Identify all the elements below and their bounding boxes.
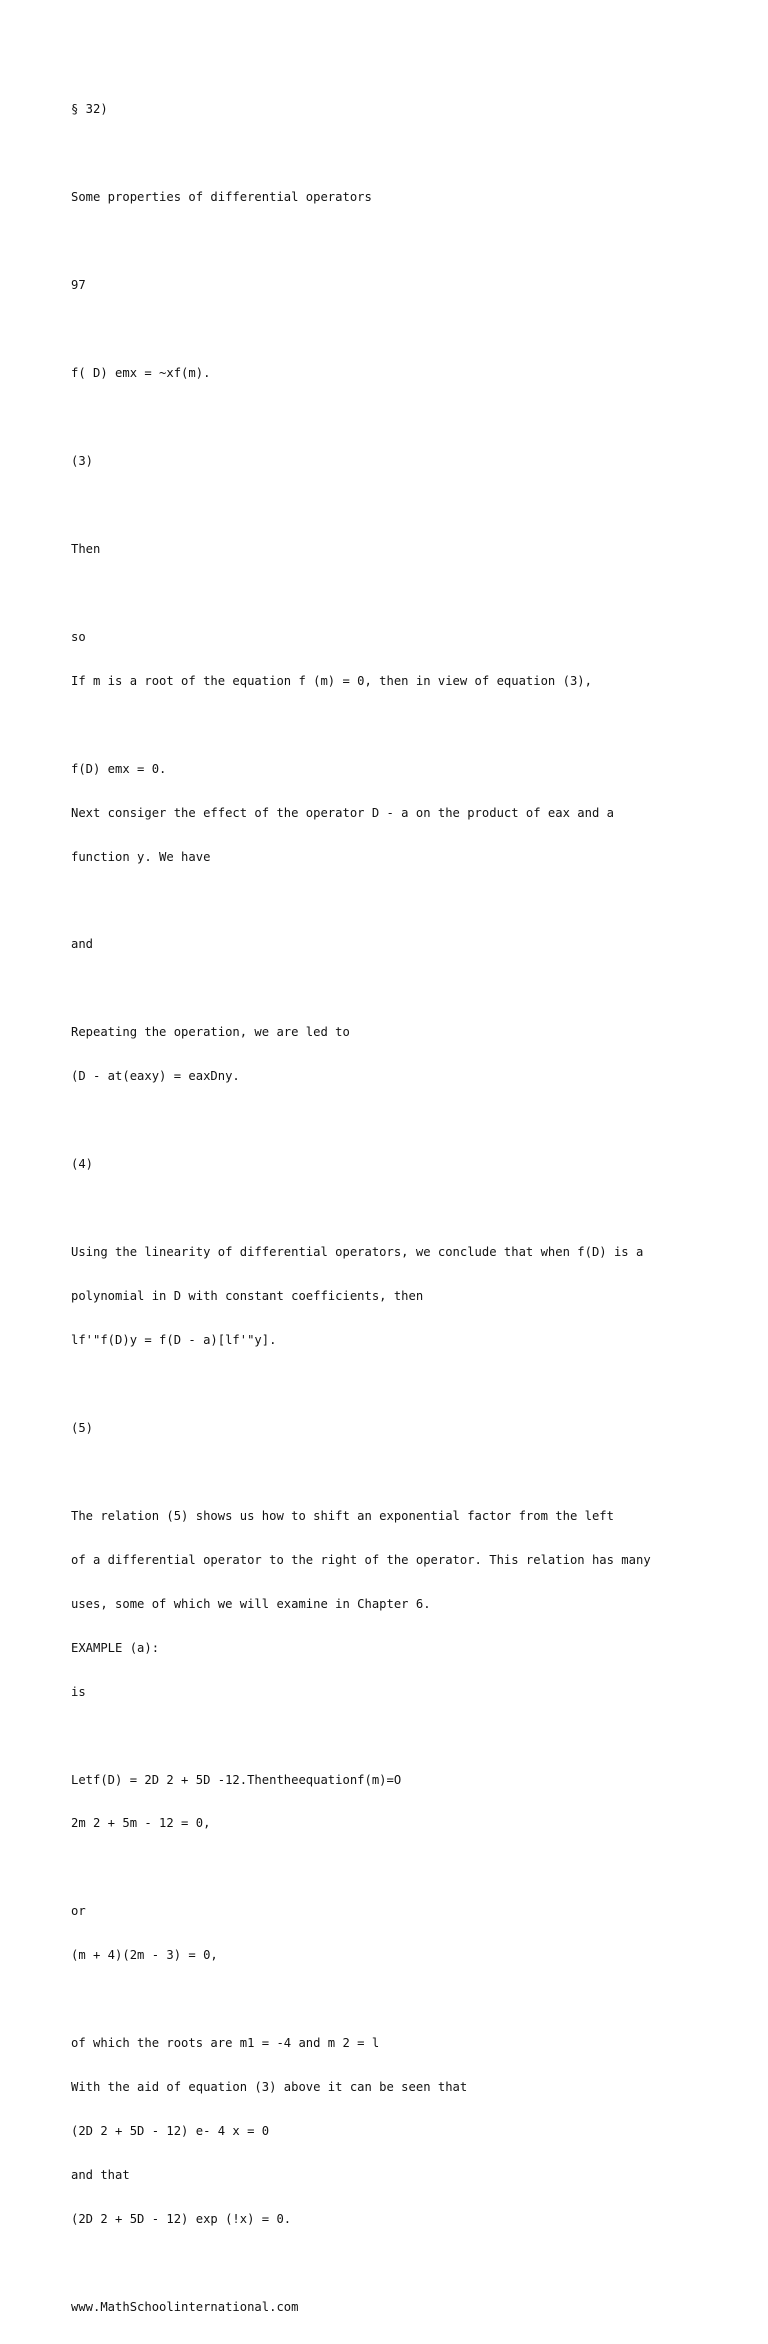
text-line <box>71 981 751 996</box>
text-line: (m + 4)(2m - 3) = 0, <box>71 1948 218 1963</box>
text-line <box>71 1377 751 1392</box>
text-line: of a differential operator to the right of the operator. This relation has many <box>71 1552 651 1567</box>
text-line: f( D) emx = ~xf(m). <box>71 366 211 381</box>
text-line: With the aid of equation (3) above it can be seen that <box>71 2080 468 2095</box>
text-line: and that <box>71 2168 130 2183</box>
text-line: and <box>71 937 94 952</box>
text-line <box>71 1465 751 1480</box>
text-line: (3) <box>71 453 94 468</box>
text-line: (2D 2 + 5D - 12) exp (!x) = 0. <box>71 2212 292 2227</box>
text-line <box>71 893 751 908</box>
text-line <box>71 1201 751 1216</box>
text-line: Some properties of differential operators <box>71 190 372 205</box>
text-line: uses, some of which we will examine in Chapter 6. <box>71 1596 431 1611</box>
text-line: lf'"f(D)y = f(D - a)[lf'"y]. <box>71 1333 277 1347</box>
text-line <box>71 586 751 601</box>
text-line: (2D 2 + 5D - 12) e- 4 x = 0 <box>71 2124 270 2139</box>
text-line <box>71 1113 751 1128</box>
text-line: so <box>71 629 86 644</box>
text-line: Letf(D) = 2D 2 + 5D -12.Thentheequationf(m)=O <box>71 1772 402 1787</box>
text-line: The relation (5) shows us how to shift an exponential factor from the left <box>71 1508 614 1523</box>
source-url: www.MathSchoolinternational.com <box>71 2299 299 2314</box>
text-line: Using the linearity of differential operators, we conclude that when f(D) is a <box>71 1245 644 1260</box>
text-line <box>71 146 751 161</box>
text-line: § 32) <box>71 102 108 117</box>
text-line: 2m 2 + 5m - 12 = 0, <box>71 1816 211 1831</box>
text-line: or <box>71 1904 86 1919</box>
text-line: function y. We have <box>71 849 211 864</box>
text-line <box>71 498 751 513</box>
text-line <box>71 234 751 249</box>
text-line: (D - at(eaxy) = eaxDny. <box>71 1069 240 1084</box>
text-line <box>71 1860 751 1875</box>
page-text <box>71 73 751 2344</box>
text-line: (5) <box>71 1420 94 1435</box>
text-line <box>71 1992 751 2007</box>
text-line: Then <box>71 541 101 556</box>
text-line: Next consiger the effect of the operator D - a on the product of eax and a <box>71 805 614 820</box>
text-line <box>71 322 751 337</box>
text-line: of which the roots are m1 = -4 and m 2 = l <box>71 2036 380 2051</box>
text-line <box>71 2256 751 2271</box>
text-line: is <box>71 1684 86 1699</box>
text-line <box>71 410 751 425</box>
text-line: f(D) emx = 0. <box>71 761 167 776</box>
text-line: EXAMPLE (a): <box>71 1640 160 1655</box>
text-line: polynomial in D with constant coefficients, then <box>71 1289 424 1304</box>
text-line <box>71 718 751 733</box>
text-line: Repeating the operation, we are led to <box>71 1025 350 1040</box>
text-line: 97 <box>71 278 86 293</box>
text-line: If m is a root of the equation f (m) = 0, then in view of equation (3), <box>71 673 592 688</box>
text-line: (4) <box>71 1157 94 1172</box>
text-line <box>71 1729 751 1744</box>
